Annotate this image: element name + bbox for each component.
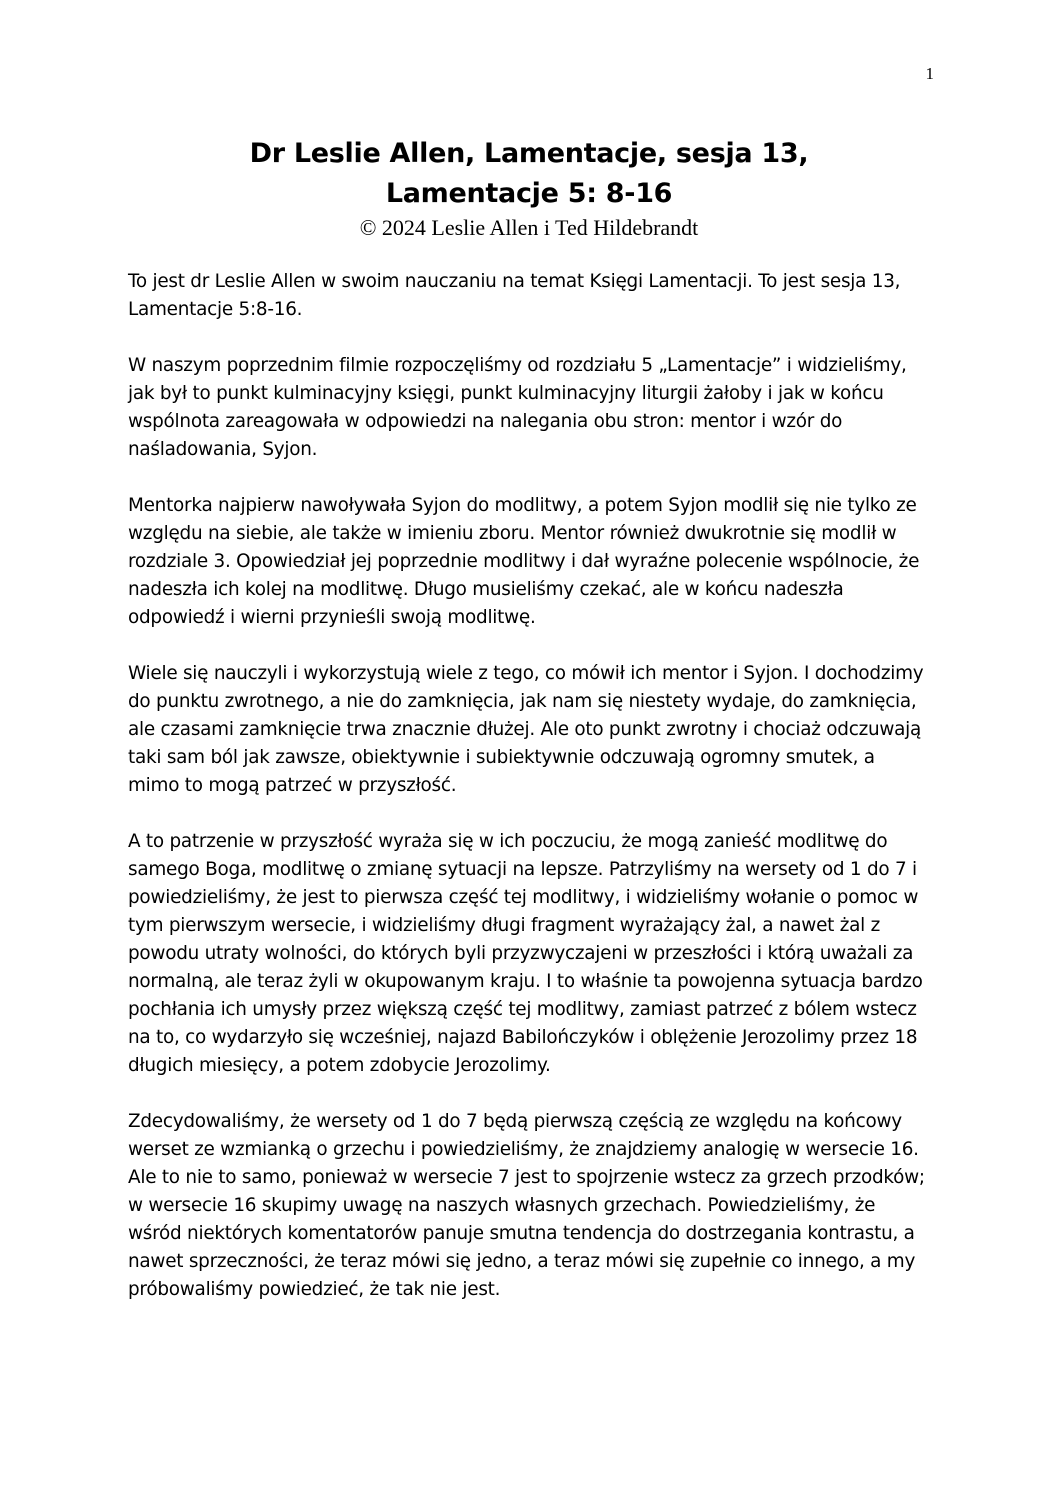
copyright-notice: © 2024 Leslie Allen i Ted Hildebrandt <box>359 215 699 240</box>
paragraph: Zdecydowaliśmy, że wersety od 1 do 7 będą pierwszą częścią ze względu na końcowy werset ze wzmianką o grzechu i powiedzieliśmy, że znajdziemy analogię w wersecie 16. Ale to nie to samo, ponieważ w wersecie 7 jest to spojrzenie wstecz za grzech przodków; w wersecie 16 skupimy uwagę na naszych własnych grzechach. Powiedzieliśmy, że wśród niektórych komentatorów panuje smutna tendencja do dostrzegania kontrastu, a nawet sprzeczności, że teraz mówi się jedno, a teraz mówi się zupełnie co innego, a my próbowaliśmy powiedzieć, że tak nie jest. <box>128 1111 925 1300</box>
paragraph: A to patrzenie w przyszłość wyraża się w ich poczuciu, że mogą zanieść modlitwę do samego Boga, modlitwę o zmianę sytuacji na lepsze. Patrzyliśmy na wersety od 1 do 7 i powiedzieliśmy, że jest to pierwsza część tej modlitwy, i widzieliśmy wołanie o pomoc w tym pierwszym wersecie, i widzieliśmy długi fragment wyrażający żal, a nawet żal z powodu utraty wolności, do których byli przyzwyczajeni w przeszłości i którą uważali za normalną, ale teraz żyli w okupowanym kraju. I to właśnie ta powojenna sytuacja bardzo pochłania ich umysły przez większą część tej modlitwy, zamiast patrzeć z bólem wstecz na to, co wydarzyło się wcześniej, najazd Babilończyków i oblężenie Jerozolimy przez 18 długich miesięcy, a potem zdobycie Jerozolimy. <box>128 831 923 1076</box>
page-number: 1 <box>925 64 934 83</box>
paragraph: Mentorka najpierw nawoływała Syjon do modlitwy, a potem Syjon modlił się nie tylko ze względu na siebie, ale także w imieniu zboru. Mentor również dwukrotnie się modlił w rozdziale 3. Opowiedział jej poprzednie modlitwy i dał wyraźne polecenie wspólnocie, że nadeszła ich kolej na modlitwę. Długo musieliśmy czekać, ale w końcu nadeszła odpowiedź i wierni przynieśli swoją modlitwę. <box>128 495 920 628</box>
paragraph: W naszym poprzednim filmie rozpoczęliśmy od rozdziału 5 „Lamentacje” i widzieliśmy, jak był to punkt kulminacyjny księgi, punkt kulminacyjny liturgii żałoby i jak w końcu wspólnota zareagowała w odpowiedzi na nalegania obu stron: mentor i wzór do naśladowania, Syjon. <box>128 355 907 460</box>
document-title-line-2: Lamentacje 5: 8-16 <box>385 178 673 209</box>
document-body <box>128 268 928 1332</box>
paragraph: Wiele się nauczyli i wykorzystują wiele z tego, co mówił ich mentor i Syjon. I dochodzimy do punktu zwrotnego, a nie do zamknięcia, jak nam się niestety wydaje, do zamknięcia, ale czasami zamknięcie trwa znacznie dłużej. Ale oto punkt zwrotny i chociaż odczuwają taki sam ból jak zawsze, obiektywnie i subiektywnie odczuwają ogromny smutek, a mimo to mogą patrzeć w przyszłość. <box>128 663 924 796</box>
title-block <box>0 134 1058 242</box>
paragraph: To jest dr Leslie Allen w swoim nauczaniu na temat Księgi Lamentacji. To jest sesja 13, Lamentacje 5:8-16. <box>128 271 901 320</box>
document-title-line-1: Dr Leslie Allen, Lamentacje, sesja 13, <box>249 138 809 169</box>
